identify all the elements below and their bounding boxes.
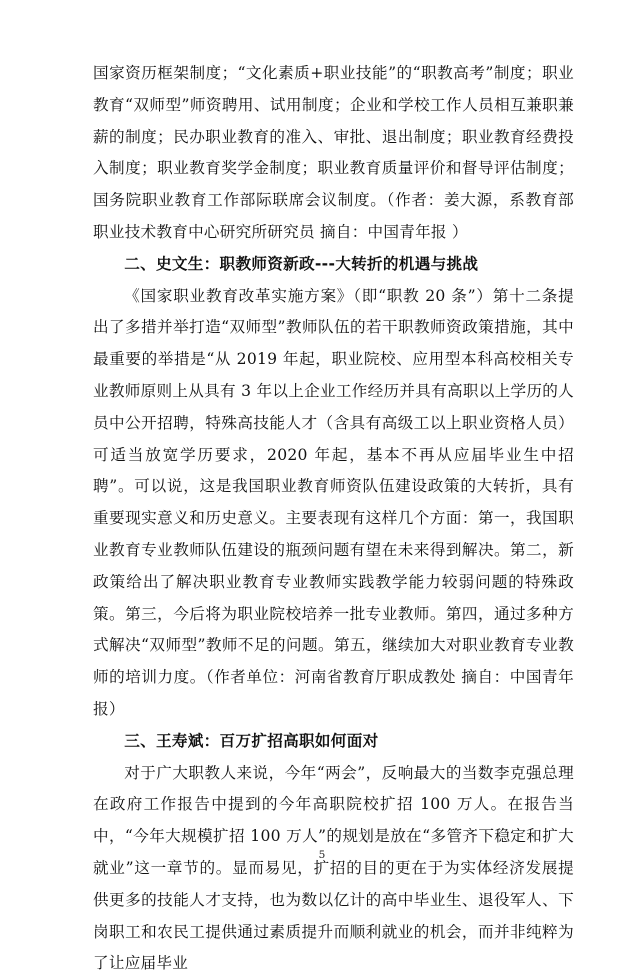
document-body [93, 58, 574, 980]
section-heading-2: 二、史文生：职教师资新政---大转折的机遇与挑战 [124, 254, 479, 273]
paragraph-continuation: 国家资历框架制度；“文化素质+职业技能”的“职教高考”制度；职业教育“双师型”师资聘用、试用制度；企业和学校工作人员相互兼职兼薪的制度；民办职业教育的准入、审批、退出制度；职业教育经费投入制度；职业教育奖学金制度；职业教育质量评价和督导评估制度；国务院职业教育工作部际联席会议制度。（作者：姜大源，系教育部职业技术教育中心研究所研究员 摘自：中国青年报 ） [93, 64, 574, 241]
paragraph-section-3: 对于广大职教人来说，今年“两会”，反响最大的当数李克强总理在政府工作报告中提到的今年高职院校扩招 100 万人。在报告当中，“今年大规模扩招 100 万人”的规划是放在“多管齐下稳定和扩大就业”这一章节的。显而易见，扩招的目的更在于为实体经济发展提供更多的技能人才支持，也为数以亿计的高中毕业生、退役军人、下岗职工和农民工提供通过素质提升而顺利就业的机会，而并非纯粹为了让应届毕业 [93, 763, 574, 973]
section-heading-3: 三、王寿斌：百万扩招高职如何面对 [124, 731, 379, 750]
paragraph-section-2: 《国家职业教育改革实施方案》（即“职教 20 条”）第十二条提出了多措并举打造“双师型”教师队伍的若干职教师资政策措施，其中最重要的举措是“从 2019 年起，职业院校、应用型本科高校相关专业教师原则上从具有 3 年以上企业工作经历并具有高职以上学历的人员中公开招聘，特殊高技能人才（含具有高级工以上职业资格人员）可适当放宽学历要求，2020 年起，基本不再从应届毕业生中招聘”。可以说，这是我国职业教育师资队伍建设政策的大转折，具有重要现实意义和历史意义。主要表现有这样几个方面：第一，我国职业教育专业教师队伍建设的瓶颈问题有望在未来得到解决。第二，新政策给出了解决职业教育专业教师实践教学能力较弱问题的特殊政策。第三，今后将为职业院校培养一批专业教师。第四，通过多种方式解决“双师型”教师不足的问题。第五，继续加大对职业教育专业教师的培训力度。（作者单位：河南省教育厅职成教处 摘自：中国青年报） [93, 286, 574, 718]
page-number: 5 [318, 849, 326, 861]
